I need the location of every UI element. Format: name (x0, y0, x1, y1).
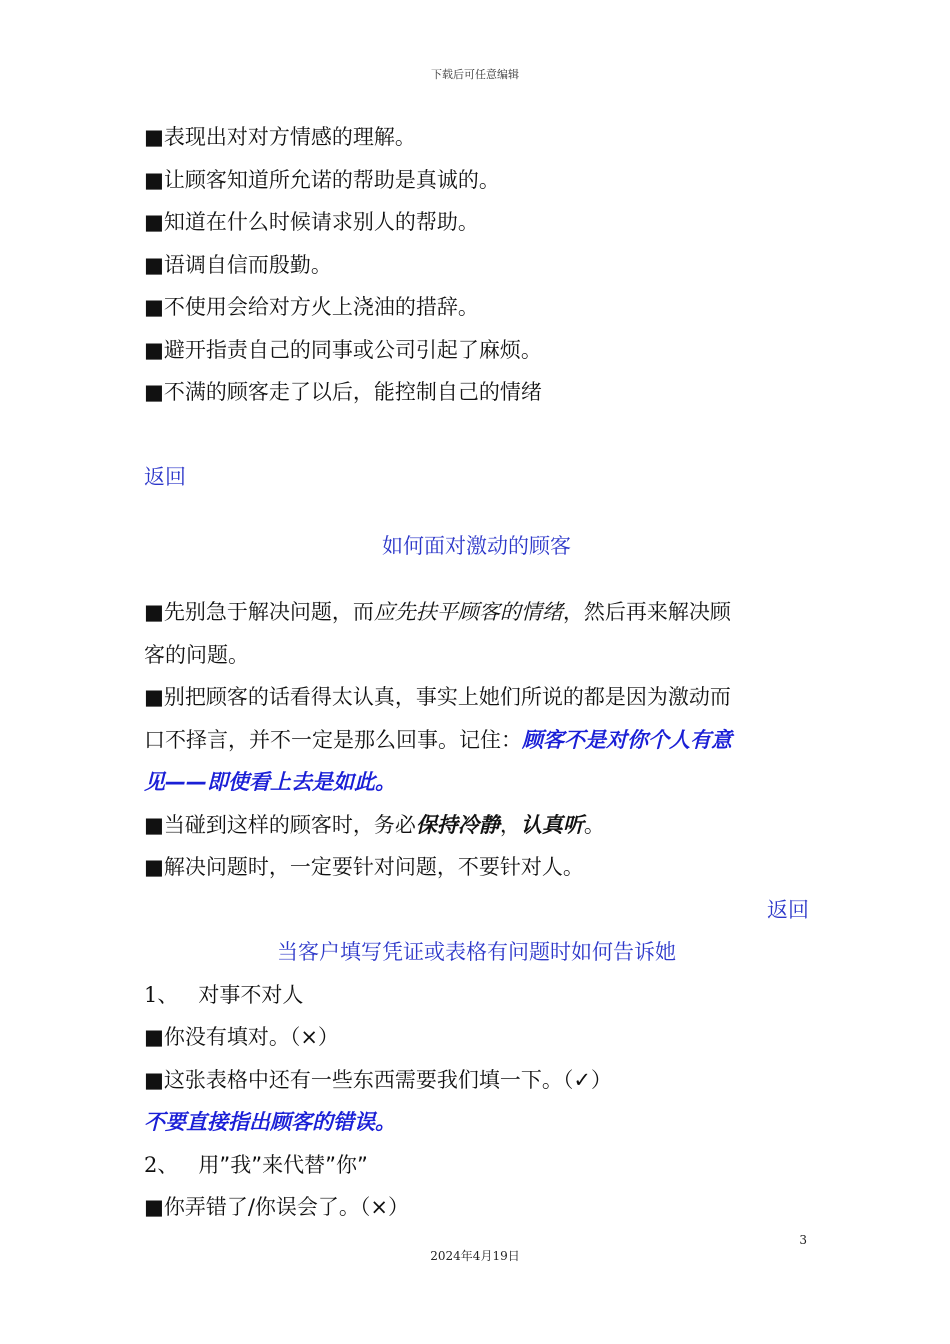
list-item: ■语调自信而殷勤。 (144, 252, 332, 277)
list-item: ■这张表格中还有一些东西需要我们填一下。（✓） (144, 1067, 612, 1092)
section-title: 如何面对激动的顾客 (382, 533, 571, 558)
page-header: 下载后可任意编辑 (431, 68, 519, 81)
paragraph-line: ■解决问题时，一定要针对问题，不要针对人。 (144, 855, 584, 879)
list-item: ■表现出对对方情感的理解。 (144, 125, 416, 149)
numbered-heading: 2、 用”我”来代替”你” (144, 1152, 368, 1177)
paragraph-line: ■别把顾客的话看得太认真，事实上她们所说的都是因为激动而 (144, 685, 731, 709)
list-item: ■避开指责自己的同事或公司引起了麻烦。 (144, 337, 542, 362)
paragraph-line: 客的问题。 (144, 642, 249, 667)
paragraph-line: ■先别急于解决问题，而应先扶平顾客的情绪，然后再来解决顾 (144, 600, 731, 624)
emphasis-text: 见——即使看上去是如此。 (144, 770, 396, 794)
page-number: 3 (799, 1233, 807, 1247)
list-item: ■你弄错了/你误会了。（×） (144, 1195, 410, 1219)
paragraph-line: 口不择言，并不一定是那么回事。记住：顾客不是对你个人有意 (144, 727, 732, 752)
tip-text: 不要直接指出顾客的错误。 (144, 1110, 396, 1134)
list-item: ■不满的顾客走了以后，能控制自己的情绪 (144, 380, 542, 404)
back-link[interactable]: 返回 (767, 897, 809, 922)
emphasis-text: 顾客不是对你个人有意 (522, 727, 732, 752)
emphasis-text: 认真听 (520, 812, 584, 837)
list-item: ■知道在什么时候请求别人的帮助。 (144, 210, 479, 234)
list-item: ■不使用会给对方火上浇油的措辞。 (144, 295, 479, 319)
emphasis-text: 保持冷静 (415, 812, 500, 837)
back-link[interactable]: 返回 (144, 465, 186, 489)
section-title: 当客户填写凭证或表格有问题时如何告诉她 (277, 940, 676, 964)
paragraph-line: ■当碰到这样的顾客时，务必保持冷静，认真听。 (144, 812, 605, 837)
document-body (144, 116, 809, 1229)
list-item: ■让顾客知道所允诺的帮助是真诚的。 (144, 167, 500, 192)
emphasis-text: 应先扶平顾客的情绪 (373, 600, 563, 624)
page-footer-date: 2024年4月19日 (430, 1249, 520, 1263)
numbered-heading: 1、 对事不对人 (144, 982, 304, 1007)
list-item: ■你没有填对。（×） (144, 1025, 339, 1049)
